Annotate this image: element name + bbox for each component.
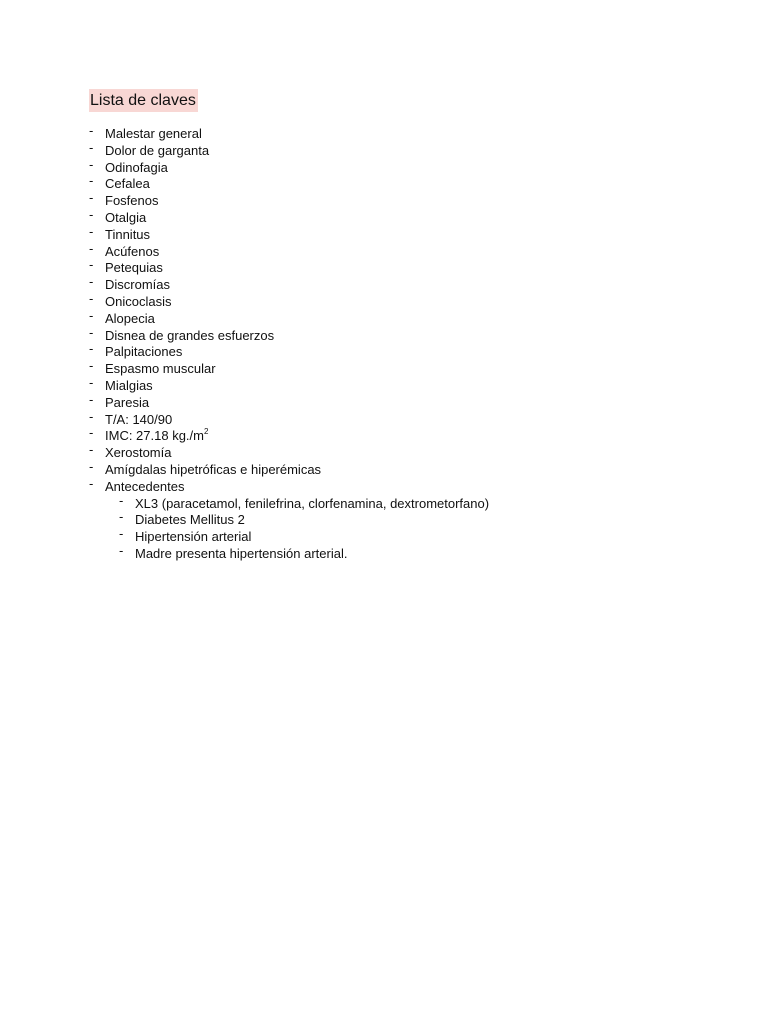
bullet-dash: -: [119, 542, 124, 558]
list-item: [89, 307, 729, 328]
imc-superscript: 2: [203, 427, 209, 437]
sublist-item-text: XL3 (paracetamol, fenilefrina, clorfenamina, dextrometorfano): [135, 495, 490, 511]
bullet-dash: -: [89, 123, 94, 138]
bullet-dash: -: [89, 274, 94, 290]
list-item: [89, 391, 729, 412]
bullet-dash: -: [119, 509, 124, 525]
list-item: [89, 274, 729, 294]
bullet-dash: -: [89, 156, 94, 172]
bullet-dash: -: [119, 526, 124, 542]
bullet-dash: -: [89, 391, 94, 407]
bullet-dash: -: [89, 240, 94, 256]
list-item-text: Odinofagia: [105, 159, 168, 175]
list-item-text: Petequias: [105, 260, 163, 276]
list-item: [89, 240, 729, 261]
bullet-dash: -: [89, 408, 94, 424]
sublist-item: [89, 509, 729, 529]
list-item-text: Otalgia: [105, 209, 147, 225]
list-item: [89, 123, 729, 143]
sublist-item-text: Madre presenta hipertensión arterial.: [135, 545, 348, 561]
list-item-text: Tinnitus: [105, 226, 151, 242]
list-item: [89, 206, 729, 227]
list-item: [89, 358, 729, 378]
list-item: [89, 341, 729, 361]
bullet-dash: -: [89, 341, 94, 357]
list-item-text: Discromías: [105, 277, 171, 293]
bullet-dash: -: [89, 324, 94, 340]
sublist-item: [89, 542, 729, 563]
document-title: Lista de claves: [89, 89, 198, 112]
bullet-dash: -: [89, 206, 94, 222]
sublist-item: [89, 492, 729, 513]
list-item: [89, 408, 729, 429]
list-item-text: Onicoclasis: [105, 293, 172, 309]
bullet-dash: -: [89, 257, 94, 273]
list-item-text: Fosfenos: [105, 193, 159, 209]
bullet-dash: -: [89, 223, 94, 239]
list-item: [89, 257, 729, 277]
list-item: [89, 374, 729, 395]
list-item: [89, 458, 729, 479]
list-item: [89, 290, 729, 311]
list-item-text: Mialgias: [105, 377, 153, 393]
list-item: [89, 190, 729, 210]
list-item-text: Alopecia: [105, 310, 155, 326]
list-item-text: Palpitaciones: [105, 344, 183, 360]
list-item-text: Acúfenos: [105, 243, 160, 259]
list-item-text: Xerostomía: [105, 445, 172, 461]
list-item: [89, 173, 729, 193]
bullet-dash: -: [89, 458, 94, 474]
sublist-item: [89, 526, 729, 546]
list-item: [89, 324, 729, 345]
list-item: [89, 223, 729, 244]
list-item-text: T/A: 140/90: [105, 411, 173, 427]
list-item-text: [105, 428, 208, 445]
list-item-text: Antecedentes: [105, 478, 185, 494]
bullet-dash: -: [89, 190, 94, 206]
bullet-dash: -: [89, 173, 94, 189]
list-item-text: Cefalea: [105, 176, 150, 192]
bullet-dash: -: [89, 307, 94, 323]
list-item-text: Disnea de grandes esfuerzos: [105, 327, 275, 343]
bullet-dash: -: [89, 139, 94, 155]
bullet-dash: -: [89, 290, 94, 306]
bullet-dash: -: [89, 374, 94, 390]
list-item-text: Espasmo muscular: [105, 361, 216, 377]
list-item-text: Malestar general: [105, 126, 202, 141]
list-item-imc: [89, 425, 729, 445]
list-item-text: Paresia: [105, 394, 150, 410]
sublist-item-text: Diabetes Mellitus 2: [135, 512, 245, 528]
bullet-dash: -: [89, 442, 94, 458]
bullet-dash: -: [89, 475, 94, 491]
keyword-list: [89, 123, 729, 563]
sublist-item-text: Hipertensión arterial: [135, 529, 252, 545]
imc-text: IMC: 27.18 kg./m: [105, 428, 204, 444]
list-item: [89, 139, 729, 160]
bullet-dash: -: [89, 358, 94, 374]
list-item-antecedentes: [89, 475, 729, 496]
list-item: [89, 156, 729, 177]
list-item: [89, 442, 729, 462]
list-item-text: Amígdalas hipetróficas e hiperémicas: [105, 461, 322, 477]
list-item-text: Dolor de garganta: [105, 142, 210, 158]
bullet-dash: -: [119, 492, 124, 508]
bullet-dash: -: [89, 425, 94, 441]
